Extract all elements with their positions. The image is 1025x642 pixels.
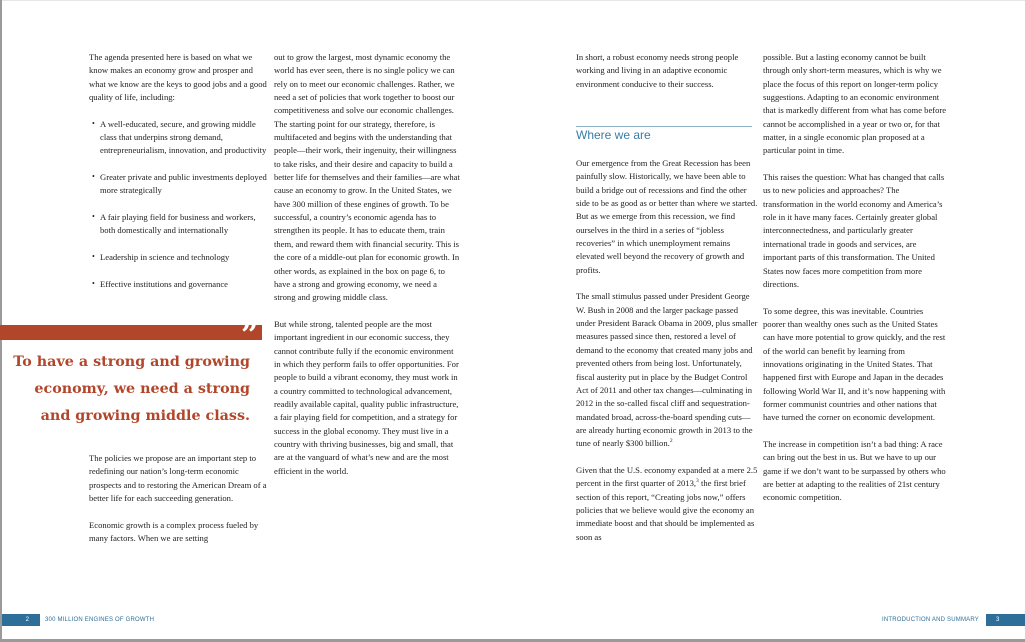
bullet-icon: • <box>92 278 95 288</box>
paragraph: This raises the question: What has changed that calls us to new policies and approaches? The transformation in the world economy and America’s role in it have many faces. Certainly greater global interconnectedness, and particularly greater international trade in goods and services, are important parts of this transformation. The United States now faces more competition from more directions. <box>763 172 945 289</box>
section-heading: Where we are <box>576 128 651 142</box>
bullet-icon: • <box>92 212 95 222</box>
paragraph: Our emergence from the Great Recession has been painfully slow. Historically, we have been able to build a bridge out of recessions and find the other side to be as good as or better than where we started. But as we emerge from this recession, we find ourselves in the third in a series of “jobless recoveries” in which unemployment remains elevated well beyond the recovery of growth and profits. <box>576 158 758 275</box>
paragraph: possible. But a lasting economy cannot be built through only short-term measures, which is why we place the focus of this report on longer-term policy suggestions. Adapting to an economic environment that is markedly different from what has come before cannot be accomplished in a year or two or, for that matter, in a single economic plan proposed at a particular point in time. <box>763 52 947 156</box>
bullet-item: • A fair playing field for business and workers, both domestically and internationally <box>92 212 256 236</box>
left-page-column-1 <box>89 51 269 305</box>
paragraph: But while strong, talented people are the most important ingredient in our economic success, they cannot contribute fully if the economic environment in which they perform fails to offer opportunities. For people to build a vibrant economy, they must work in a country committed to technological advancement, readily available capital, quality public infrastructure, a fair playing field for competition, and a strategy for success in the global economy. They must live in a country with thriving businesses, big and small, that are at the vanguard of what’s new and are the most efficient in the world. <box>274 318 459 476</box>
page-edge-left <box>0 0 2 642</box>
bullet-item: • Greater private and public investments deployed more strategically <box>92 172 267 196</box>
running-title-left: 300 MILLION ENGINES OF GROWTH <box>45 617 155 623</box>
bullet-list <box>89 118 269 291</box>
paragraph: In short, a robust economy needs strong people working and living in an adaptive economic environment conducive to their success. <box>576 52 739 89</box>
bullet-item: • Leadership in science and technology <box>92 252 230 263</box>
paragraph: Given that the U.S. economy expanded at a mere 2.5 percent in the first quarter of 2013,$^3$ the first brief section of this report, “Creating jobs now,” offers policies that we believe would give the economy an immediate boost and that should be implemented as soon as <box>576 464 758 542</box>
quote-mark-icon: ” <box>241 318 259 353</box>
bullet-item: • Effective institutions and governance <box>92 278 228 289</box>
footnote-ref[interactable]: 3 <box>696 478 699 485</box>
paragraph: out to grow the largest, most dynamic economy the world has ever seen, there is no single policy we can rely on to meet our economic challenges. Rather, we need a set of policies that work together to boost our competitiveness and solve our economic challenges. The starting point for our strategy, therefore, is multifaceted and begins with the understanding that people—their work, their ingenuity, their willingness to take risks, and their desire and capacity to build a better life for themselves and their families—are what cause an economy to grow. In the United States, we have 300 million of these engines of growth. To be successful, a country’s economic agenda has to strengthen its people. It has to educate them, train them, and reward them with financial security. This is the core of a middle-out plan for economic growth. In other words, as explained in the box on page 6, to have a strong and growing economy, we need a strong and growing middle class. <box>274 52 460 303</box>
left-page-column-1-lower <box>89 452 269 545</box>
pull-quote: To have a strong and growing economy, we need a strong and growing middle class. <box>13 354 250 424</box>
page-number-right: 3 <box>986 614 1025 626</box>
bullet-icon: • <box>92 252 95 262</box>
section-divider <box>576 126 752 127</box>
right-page-column-1-body <box>576 157 758 544</box>
footnote-ref[interactable]: 2 <box>669 438 673 445</box>
intro-paragraph: The agenda presented here is based on what we know makes an economy grow and prosper and what we know are the keys to good jobs and a good quality of life, including: <box>89 52 267 103</box>
paragraph: The policies we propose are an important step to redefining our nation’s long-term economic prospects and to restoring the American Dream of a better life for each succeeding generation. <box>89 453 267 504</box>
bullet-icon: • <box>92 118 95 128</box>
page-number-left: 2 <box>2 614 40 626</box>
paragraph: The increase in competition isn’t a bad thing: A race can bring out the best in us. But we have to up our game if we don’t want to be surpassed by others who are better at adapting to the realities of 21st century economic competition. <box>763 438 946 503</box>
right-page-column-2 <box>763 51 947 505</box>
page-edge-top <box>0 0 1025 1</box>
paragraph: To some degree, this was inevitable. Countries poorer than wealthy ones such as the United States can have more potential to grow quickly, and the rest of the world can benefit by learning from innovations originating in the United States. That happened first with Europe and Japan in the decades following World War II, and it’s now happening with former communist countries and other nations that have turned the corner on economic development. <box>763 305 946 423</box>
left-page-column-2 <box>274 51 460 478</box>
bullet-item: • A well-educated, secure, and growing middle class that underpins strong demand, entrepreneurialism, innovation, and productivity <box>92 118 267 156</box>
paragraph: The small stimulus passed under President George W. Bush in 2008 and the larger package passed under President Barack Obama in 2009, plus smaller measures passed since then, restored a level of demand to the economy that created many jobs and prevented others from being lost. Unfortunately, fiscal austerity put in place by the Budget Control Act of 2011 and other tax changes—culminating in 2012 in the so-called fiscal cliff and sequestration-mandated broad, across-the-board spending cuts—are already hurting economic growth in 2013 to the tune of nearly $300 billion.$^2$ <box>576 291 758 449</box>
paragraph: Economic growth is a complex process fueled by many factors. When we are setting <box>89 519 259 544</box>
pull-quote-mark-container <box>241 318 261 353</box>
bullet-icon: • <box>92 172 95 182</box>
pull-quote-bar <box>0 325 262 340</box>
running-title-right: INTRODUCTION AND SUMMARY <box>881 617 979 623</box>
right-page-column-1 <box>576 51 758 91</box>
